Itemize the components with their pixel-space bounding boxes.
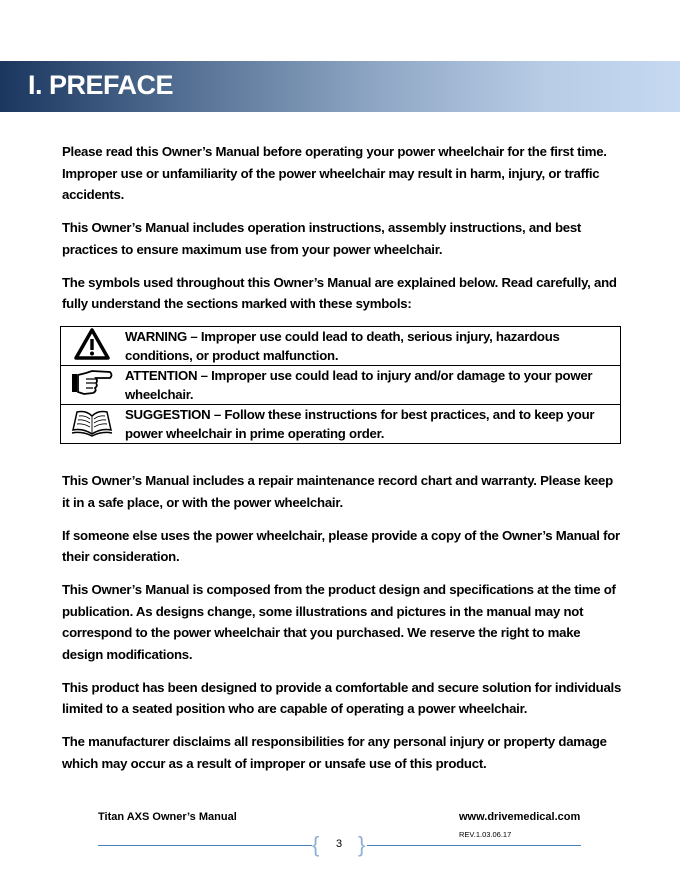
table-row [61, 327, 621, 366]
section-title: I. PREFACE [28, 70, 174, 100]
paragraph: This product has been designed to provide a comfortable and secure solution for individuals limited to a seated position who are capable of operating a power wheelchair. [62, 679, 622, 716]
section-banner [0, 61, 680, 112]
paragraph: The symbols used throughout this Owner’s Manual are explained below. Read carefully, and fully understand the sections marked with these symbols: [62, 274, 617, 311]
page-number: 3 [336, 838, 343, 850]
warning-triangle-icon [61, 327, 124, 366]
page-content [62, 141, 622, 786]
paragraph: If someone else uses the power wheelchair, please provide a copy of the Owner’s Manual for their consideration. [62, 527, 620, 564]
left-brace-icon: { [312, 832, 320, 857]
symbol-description: SUGGESTION – Follow these instructions for best practices, and to keep your power wheelchair in prime operating order. [123, 405, 621, 444]
table-row [61, 405, 621, 444]
open-book-icon [61, 405, 124, 444]
symbol-description: ATTENTION – Improper use could lead to injury and/or damage to your power wheelchair. [123, 366, 621, 405]
paragraph: This Owner’s Manual includes operation instructions, assembly instructions, and best practices to ensure maximum use from your power wheelchair. [62, 220, 582, 257]
paragraph: Please read this Owner’s Manual before operating your power wheelchair for the first time. Improper use or unfamiliarity of the power wheelchair may result in harm, injury, or traffic accidents. [62, 144, 607, 202]
paragraph: This Owner’s Manual is composed from the product design and specifications at the time of publication. As designs change, some illustrations and pictures in the manual may not correspond to the power wheelchair that you purchased. We reserve the right to make design modifications. [62, 582, 616, 662]
symbol-description: WARNING – Improper use could lead to death, serious injury, hazardous conditions, or product malfunction. [123, 327, 621, 366]
footer-divider-left [98, 845, 312, 846]
pointing-hand-icon [61, 366, 124, 405]
paragraph: This Owner’s Manual includes a repair maintenance record chart and warranty. Please keep it in a safe place, or with the power wheelchair. [62, 473, 613, 510]
table-row [61, 366, 621, 405]
footer-revision: REV.1.03.06.17 [459, 830, 512, 839]
footer-divider-right [367, 845, 581, 846]
footer-website: www.drivemedical.com [459, 811, 581, 823]
right-brace-icon: } [358, 832, 366, 857]
paragraph: The manufacturer disclaims all responsibilities for any personal injury or property damage which may occur as a result of improper or unsafe use of this product. [62, 734, 607, 771]
footer-manual-name: Titan AXS Owner’s Manual [98, 811, 237, 823]
symbols-table [60, 326, 621, 444]
